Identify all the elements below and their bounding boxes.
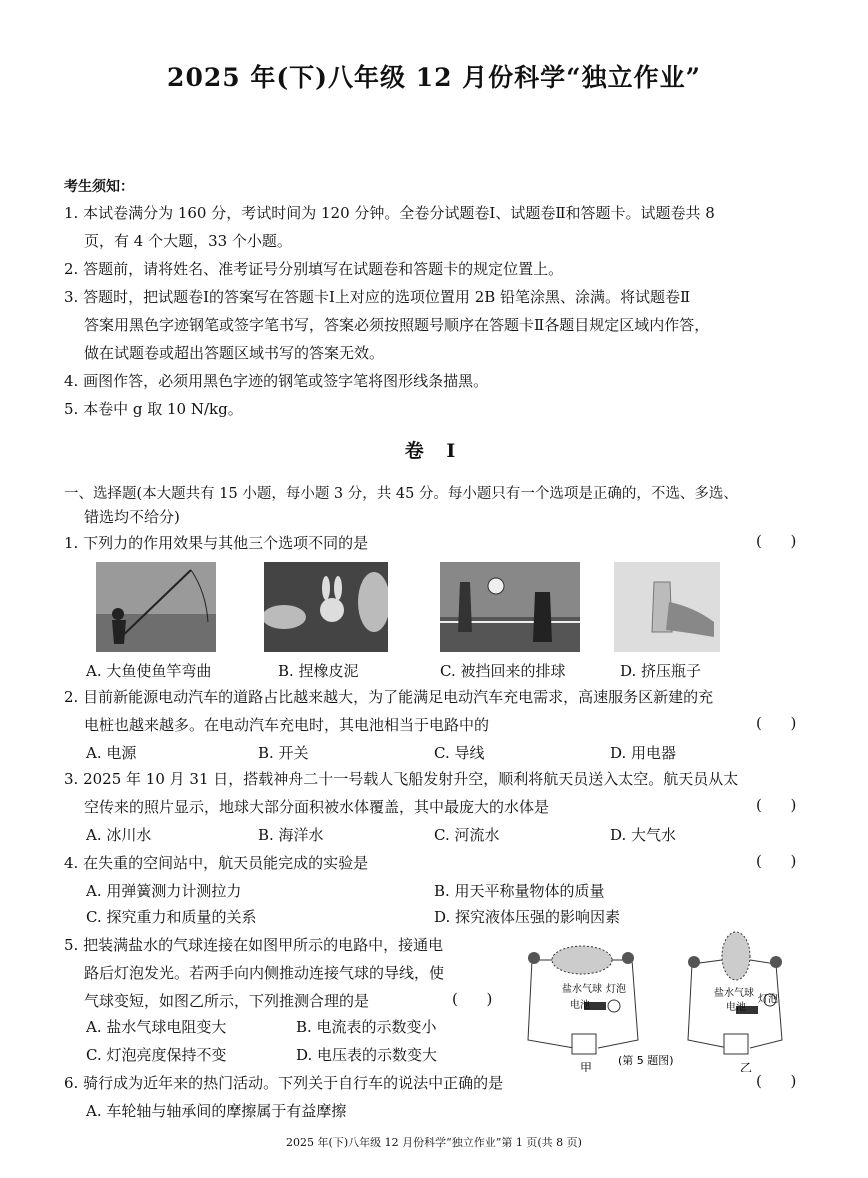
q3-option-b: B. 海洋水 xyxy=(258,826,324,844)
figure-label-jia: 甲 xyxy=(580,1061,593,1072)
page-title: 2025 年(下)八年级 12 月份科学“独立作业” xyxy=(167,63,701,92)
q1-option-d: D. 挤压瓶子 xyxy=(620,662,702,680)
q5-circuit-figure xyxy=(514,930,814,1072)
notice-line: 5. 本卷中 g 取 10 N/kg。 xyxy=(64,400,243,418)
answer-bracket: ( ) xyxy=(756,532,797,550)
question-5-stem: 5. 把装满盐水的气球连接在如图甲所示的电路中，接通电 xyxy=(64,936,444,954)
notice-line: 3. 答题时，把试题卷Ⅰ的答案写在答题卡Ⅰ上对应的选项位置用 2B 铅笔涂黑、涂满。将试题卷Ⅱ xyxy=(64,288,691,306)
volume-heading: 卷 Ⅰ xyxy=(404,440,464,462)
question-2-stem: 2. 目前新能源电动汽车的道路占比越来越大，为了能满足电动汽车充电需求，高速服务区新建的充 xyxy=(64,688,714,706)
figure-caption: (第 5 题图) xyxy=(618,1054,674,1067)
photo-clay xyxy=(264,562,388,652)
question-6-stem: 6. 骑行成为近年来的热门活动。下列关于自行车的说法中正确的是 xyxy=(64,1074,504,1092)
q1-option-c: C. 被挡回来的排球 xyxy=(440,662,566,680)
notice-line: 答案用黑色字迹钢笔或签字笔书写，答案必须按照题号顺序在答题卡Ⅱ各题目规定区域内作答， xyxy=(84,316,710,334)
q5-option-a: A. 盐水气球电阻变大 xyxy=(86,1018,227,1036)
q6-option-a: A. 车轮轴与轴承间的摩擦属于有益摩擦 xyxy=(86,1102,347,1120)
battery-label-jia: 电池 xyxy=(570,1000,590,1011)
question-3-stem-cont: 空传来的照片显示，地球大部分面积被水体覆盖，其中最庞大的水体是 xyxy=(84,798,550,816)
q3-option-a: A. 冰川水 xyxy=(86,826,152,844)
q2-option-a: A. 电源 xyxy=(86,744,137,762)
page-footer: 2025 年(下)八年级 12 月份科学“独立作业”第 1 页(共 8 页) xyxy=(286,1136,582,1149)
section-instructions-cont: 错选均不给分) xyxy=(84,508,180,526)
question-5-stem-cont: 路后灯泡发光。若两手向内侧推动连接气球的导线，使 xyxy=(84,964,445,982)
bulb-label-yi: 灯泡 xyxy=(758,994,778,1005)
q1-option-a: A. 大鱼使鱼竿弯曲 xyxy=(86,662,212,680)
notice-line: 2. 答题前，请将姓名、准考证号分别填写在试题卷和答题卡的规定位置上。 xyxy=(64,260,564,278)
question-2-stem-cont: 电桩也越来越多。在电动汽车充电时，其电池相当于电路中的 xyxy=(84,716,490,734)
section-instructions: 一、选择题(本大题共有 15 小题，每小题 3 分，共 45 分。每小题只有一个选项是正确的，不选、多选、 xyxy=(64,486,738,502)
q4-option-a: A. 用弹簧测力计测拉力 xyxy=(86,882,242,900)
answer-bracket: ( ) xyxy=(756,796,797,814)
q4-option-d: D. 探究液体压强的影响因素 xyxy=(434,908,621,926)
notice-heading: 考生须知： xyxy=(64,179,134,195)
answer-bracket: ( ) xyxy=(756,714,797,732)
question-1-stem: 1. 下列力的作用效果与其他三个选项不同的是 xyxy=(64,534,369,552)
answer-bracket: ( ) xyxy=(756,852,797,870)
notice-line: 1. 本试卷满分为 160 分，考试时间为 120 分钟。全卷分试题卷Ⅰ、试题卷Ⅱ和答题卡。试题卷共 8 xyxy=(64,204,715,222)
circuit-yi xyxy=(688,932,782,1072)
question-5-stem-cont: 气球变短，如图乙所示，下列推测合理的是 xyxy=(84,992,370,1010)
q2-option-d: D. 用电器 xyxy=(610,744,677,762)
q5-option-b: B. 电流表的示数变小 xyxy=(296,1018,437,1036)
photo-bottle xyxy=(614,562,720,652)
q2-option-b: B. 开关 xyxy=(258,744,309,762)
q5-option-d: D. 电压表的示数变大 xyxy=(296,1046,438,1064)
q4-option-c: C. 探究重力和质量的关系 xyxy=(86,908,257,926)
q5-option-c: C. 灯泡亮度保持不变 xyxy=(86,1046,227,1064)
answer-bracket: ( ) xyxy=(756,1072,797,1090)
notice-line: 页，有 4 个大题，33 个小题。 xyxy=(84,232,292,250)
question-4-stem: 4. 在失重的空间站中，航天员能完成的实验是 xyxy=(64,854,369,872)
answer-bracket: ( ) xyxy=(452,990,493,1008)
balloon-label-yi: 盐水气球 xyxy=(714,988,754,999)
battery-label-yi: 电池 xyxy=(726,1002,746,1013)
q4-option-b: B. 用天平称量物体的质量 xyxy=(434,882,605,900)
q1-option-b: B. 捏橡皮泥 xyxy=(278,662,359,680)
question-3-stem: 3. 2025 年 10 月 31 日，搭载神舟二十一号载人飞船发射升空，顺利将航天员送入太空。航天员从太 xyxy=(64,770,739,788)
notice-line: 做在试题卷或超出答题区域书写的答案无效。 xyxy=(84,344,385,362)
q3-option-d: D. 大气水 xyxy=(610,826,677,844)
q2-option-c: C. 导线 xyxy=(434,744,485,762)
balloon-label-jia: 盐水气球 xyxy=(562,984,602,995)
q3-option-c: C. 河流水 xyxy=(434,826,500,844)
bulb-label-jia: 灯泡 xyxy=(606,984,626,995)
figure-label-yi: 乙 xyxy=(740,1061,753,1072)
notice-line: 4. 画图作答，必须用黑色字迹的钢笔或签字笔将图形线条描黑。 xyxy=(64,372,489,390)
photo-volleyball xyxy=(440,562,580,652)
photo-fishing xyxy=(96,562,216,652)
